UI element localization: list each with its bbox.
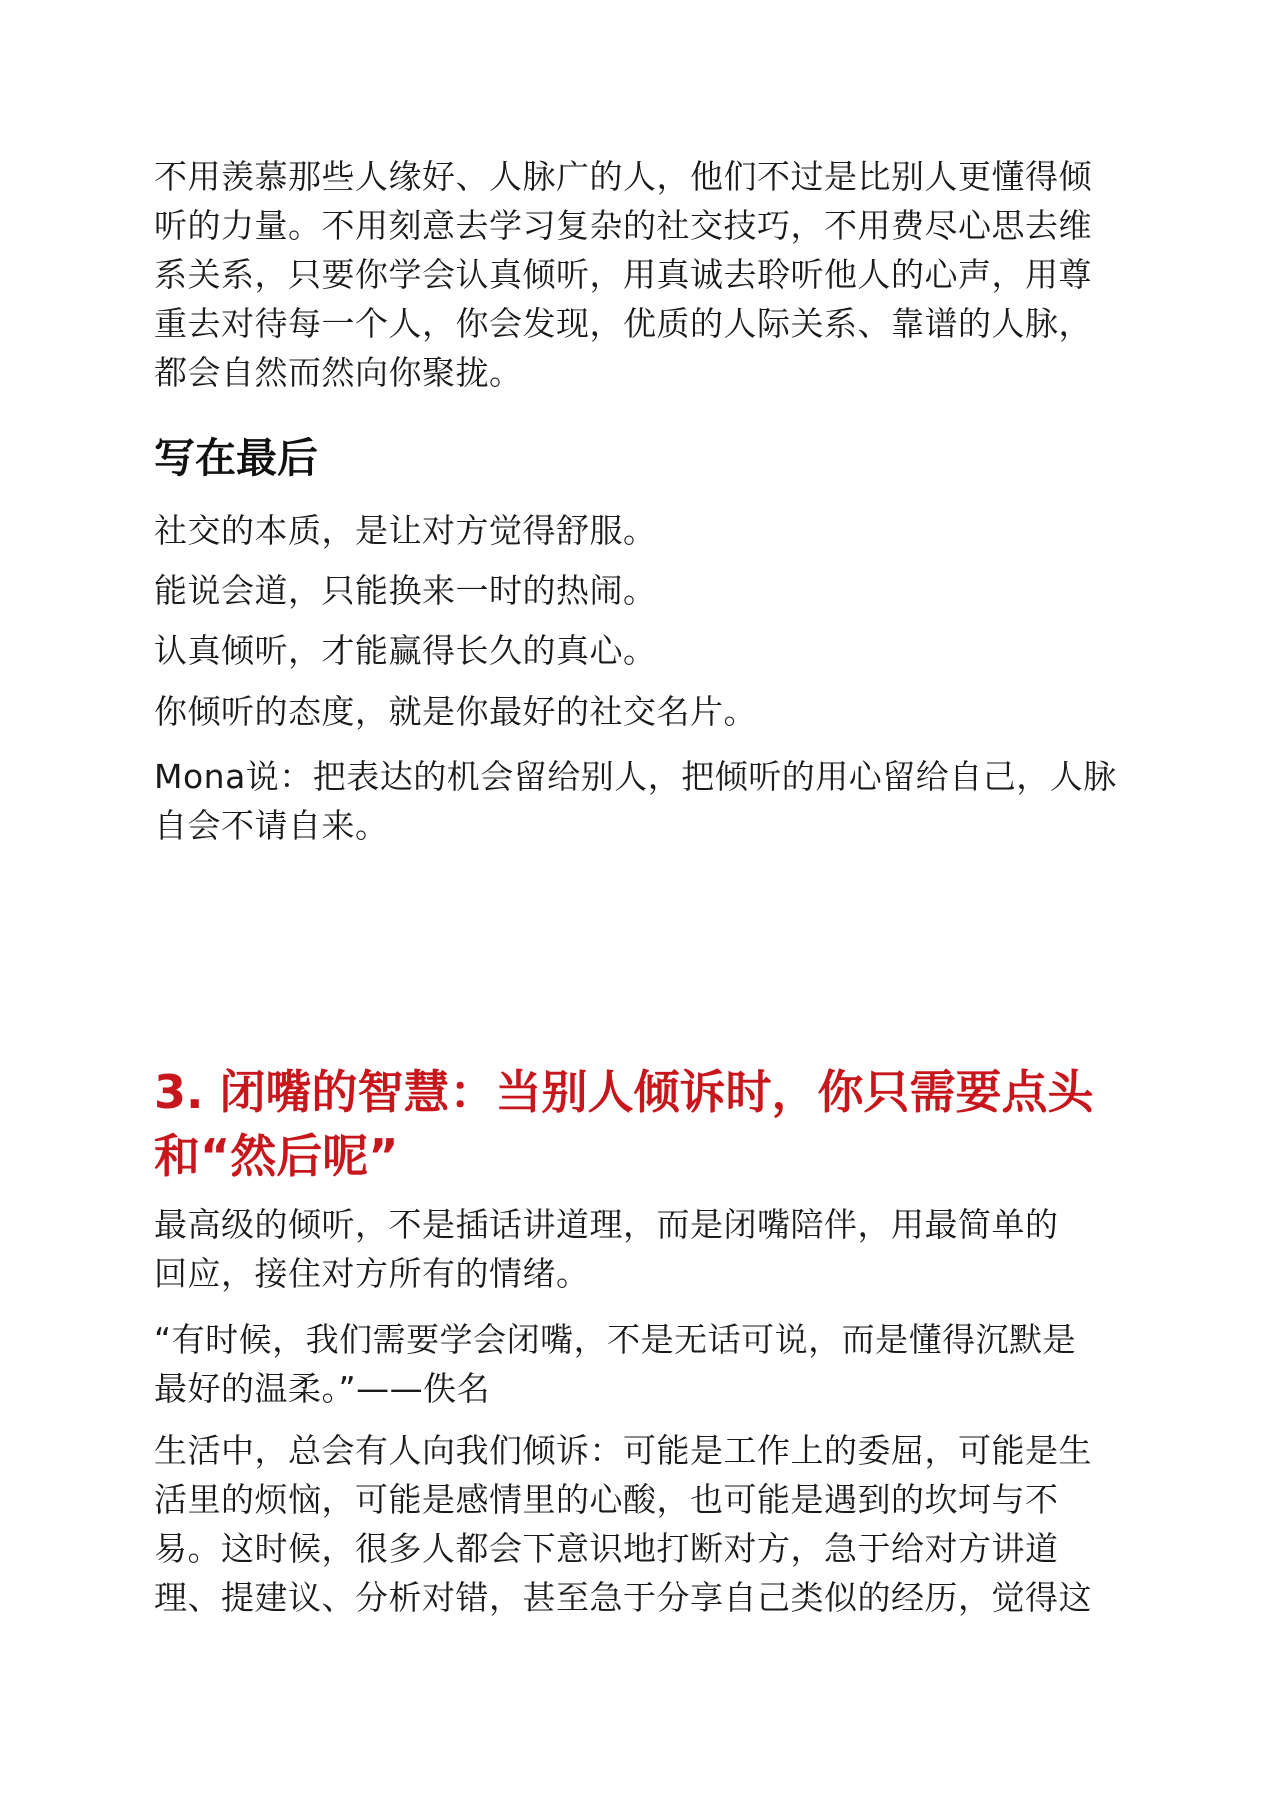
section-3-title-line: 3. 闭嘴的智慧：当别人倾诉时，你只需要点头 — [154, 1065, 1094, 1119]
paragraph-line: 理、提建议、分析对错，甚至急于分享自己类似的经历，觉得这 — [154, 1578, 1092, 1617]
intro-line: 系关系，只要你学会认真倾听，用真诚去聆听他人的心声，用尊 — [154, 255, 1092, 294]
closing-line: 认真倾听，才能赢得长久的真心。 — [154, 631, 657, 670]
closing-line: 你倾听的态度，就是你最好的社交名片。 — [154, 692, 757, 731]
section-3-title-line: 和“然后呢” — [154, 1129, 399, 1183]
intro-line: 都会自然而然向你聚拢。 — [154, 353, 523, 392]
closing-line: 社交的本质，是让对方觉得舒服。 — [154, 511, 657, 550]
intro-line: 听的力量。不用刻意去学习复杂的社交技巧，不用费尽心思去维 — [154, 206, 1092, 245]
mona-quote-line: Mona说：把表达的机会留给别人，把倾听的用心留给自己，人脉 — [154, 757, 1117, 796]
closing-line: 能说会道，只能换来一时的热闹。 — [154, 571, 657, 610]
paragraph-line: 活里的烦恼，可能是感情里的心酸，也可能是遇到的坎坷与不 — [154, 1480, 1059, 1519]
section-3-title — [154, 1060, 1094, 1188]
section-3-paragraph — [154, 1200, 1059, 1298]
section-3-quote — [154, 1315, 1076, 1413]
intro-line: 不用羡慕那些人缘好、人脉广的人，他们不过是比别人更懂得倾 — [154, 157, 1092, 196]
intro-paragraph — [154, 152, 1092, 397]
paragraph-line: 生活中，总会有人向我们倾诉：可能是工作上的委屈，可能是生 — [154, 1431, 1092, 1470]
quote-line: 最好的温柔。”——佚名 — [154, 1369, 491, 1408]
paragraph-line: 回应，接住对方所有的情绪。 — [154, 1254, 590, 1293]
mona-quote-line: 自会不请自来。 — [154, 806, 389, 845]
mona-quote — [154, 752, 1117, 850]
closing-heading: 写在最后 — [154, 434, 318, 482]
paragraph-line: 最高级的倾听，不是插话讲道理，而是闭嘴陪伴，用最简单的 — [154, 1205, 1059, 1244]
section-3-paragraph — [154, 1426, 1092, 1622]
intro-line: 重去对待每一个人，你会发现，优质的人际关系、靠谱的人脉， — [154, 304, 1092, 343]
quote-line: “有时候，我们需要学会闭嘴，不是无话可说，而是懂得沉默是 — [154, 1320, 1077, 1359]
paragraph-line: 易。这时候，很多人都会下意识地打断对方，急于给对方讲道 — [154, 1529, 1059, 1568]
